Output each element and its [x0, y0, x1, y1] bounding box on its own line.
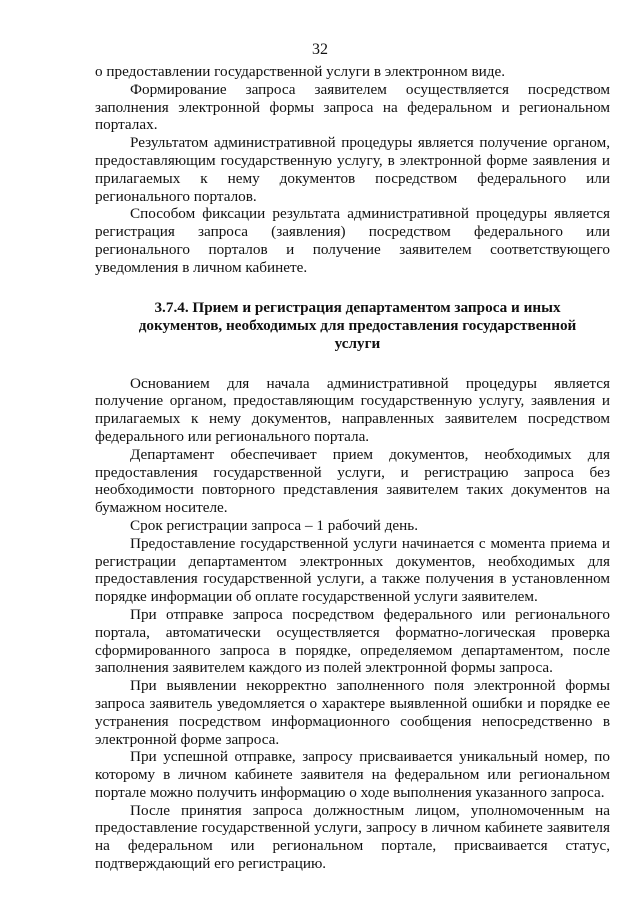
paragraph-status-assigned: После принятия запроса должностным лицом, уполномоченным на предоставление государственной услуги, запросу в личном кабинете заявителя на федеральном или региональном портале, присваивается статус, подтверждающий его регистрацию.: [95, 801, 610, 873]
paragraph-service-start: Предоставление государственной услуги начинается с момента приема и регистрации департаментом электронных документов, необходимых для предоставления государственной услуги, а также получения в установленном порядке информации об оплате государственной услуги заявителем.: [95, 534, 610, 606]
page-number: 32: [312, 41, 328, 58]
paragraph-basis: Основанием для начала административной процедуры является получение органом, предоставляющим государственную услугу, заявления и прилагаемых к нему документов, направленных заявителем посредством федерального или регионального портала.: [95, 374, 610, 445]
paragraph-procedure-result: Результатом административной процедуры является получение органом, предоставляющим государственную услугу, в электронной форме заявления и прилагаемых к нему документов посредством федерального или регионального порталов.: [95, 134, 610, 205]
paragraph-department-accepts: Департамент обеспечивает прием документов, необходимых для предоставления государственной услуги, и регистрацию запроса без необходимости повторного представления заявителем таких документов на бумажном носителе.: [95, 445, 610, 517]
paragraph-continuation: о предоставлении государственной услуги в электронном виде.: [95, 63, 506, 80]
paragraph-registration-term: Срок регистрации запроса – 1 рабочий день.: [130, 516, 419, 534]
paragraph-format-check: При отправке запроса посредством федерального или регионального портала, автоматически осуществляется форматно-логическая проверка сформированного запроса в порядке, определяемом департаментом, после заполнения заявителем каждого из полей электронной формы запроса.: [95, 605, 610, 677]
document-body: [95, 63, 610, 873]
paragraph-fixation-method: Способом фиксации результата административной процедуры является регистрация запроса (заявления) посредством федерального или регионального порталов и получение заявителем соответствующего уведомления в личном кабинете.: [95, 205, 610, 276]
paragraph-request-forming: Формирование запроса заявителем осуществляется посредством заполнения электронной формы запроса на федеральном и региональном порталах.: [95, 80, 610, 134]
section-heading: 3.7.4. Прием и регистрация департаментом запроса и иных документов, необходимых для предоставления государственной услуги: [138, 298, 577, 352]
paragraph-error-notice: При выявлении некорректно заполненного поля электронной формы запроса заявитель уведомляется о характере выявленной ошибки и порядке ее устранения посредством информационного сообщения непосредственно в электронной форме запроса.: [95, 677, 610, 748]
paragraph-unique-number: При успешной отправке, запросу присваивается уникальный номер, по которому в личном кабинете заявителя на федеральном или региональном портале можно получить информацию о ходе выполнения указанного запроса.: [95, 748, 610, 801]
